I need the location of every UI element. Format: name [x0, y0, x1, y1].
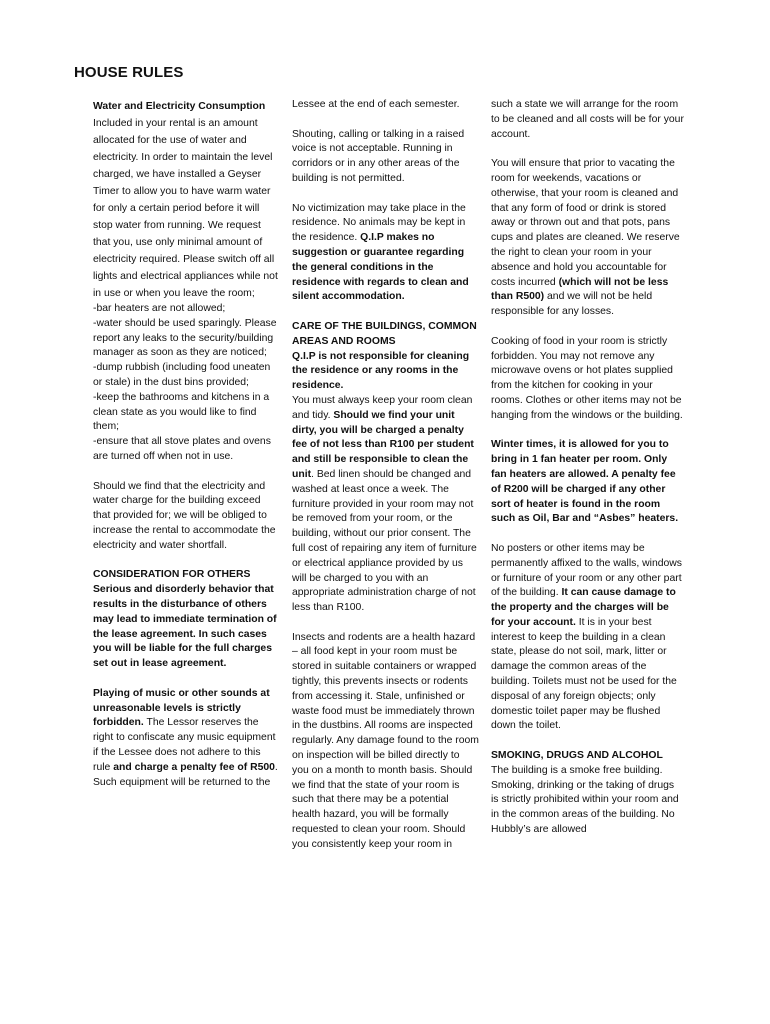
vacating-text: You will ensure that prior to vacating the room for weekends, vacations or otherwise, that your room is cleaned and that any form of food or drink is stored away or thrown out and that pots, pans cups and plates are cleaned. We reserve the right to clean your room in your absence and hold you accountable for costs incurred — [491, 158, 680, 288]
smoking-section — [491, 749, 684, 838]
care-penalty: Should we find your unit dirty, you will be charged a penalty fee of not less than R100 per student and still be responsible to clean the unit — [292, 409, 474, 480]
continued-paragraph: such a state we will arrange for the room to be cleaned and all costs will be for your account. — [491, 99, 684, 140]
consideration-heading: CONSIDERATION FOR OTHERS — [93, 569, 251, 581]
care-text: You must always keep your room clean and tidy. — [292, 394, 473, 421]
rules-list — [93, 302, 280, 465]
water-section — [93, 98, 280, 302]
water-heading: Water and Electricity Consumption — [93, 101, 266, 112]
rule-item: -bar heaters are not allowed; — [93, 303, 226, 314]
page-title: HOUSE RULES — [74, 64, 184, 81]
column-left — [93, 98, 280, 805]
posters-text: No posters or other items may be permanently affixed to the walls, windows or furniture of your room or any other part of the building. — [491, 542, 682, 599]
victimization-text: No victimization may take place in the residence. No animals may be kept in the residence. — [292, 202, 466, 244]
vacating-text-end: and we will not be held responsible for any losses. — [491, 291, 653, 318]
vacating-bold: (which will not be less than R500) — [491, 276, 669, 303]
smoking-text: The building is a smoke free building. Smoking, drinking or the taking of drugs is strictly prohibited within your room and in the common areas of the building. No Hubbly’s are allowed — [491, 764, 679, 836]
care-text-end: . Bed linen should be changed and washed at least once a week. The furniture provided in your room may not be removed from your room, or the building, without our prior consent. The full cost of repairing any item of furniture or electrical appliance provided by us will be charged to you with an appropriate administration charge of not less than R100. — [292, 468, 477, 614]
music-text: The Lessor reserves the right to confiscate any music equipment if the Lessee does not adhere to this rule — [93, 717, 276, 773]
column-right — [491, 98, 684, 853]
care-heading: CARE OF THE BUILDINGS, COMMON AREAS AND ROOMS — [292, 320, 477, 347]
posters-bold: It can cause damage to the property and the charges will be for your account. — [491, 587, 676, 628]
music-text-end: . Such equipment will be returned to the — [93, 761, 278, 788]
care-section — [292, 320, 479, 616]
victimization-paragraph — [292, 202, 479, 306]
rule-item: -water should be used sparingly. Please report any leaks to the security/building manager as soon as they are noticed; — [93, 317, 277, 359]
music-paragraph — [93, 687, 280, 791]
cooking-paragraph: Cooking of food in your room is strictly forbidden. You may not remove any microwave ovens or hot plates supplied from the kitchen for cooking in your rooms. Clothes or other items may not be hanging from the windows or the building. — [491, 335, 683, 421]
water-body: Included in your rental is an amount allocated for the use of water and electricity. In order to maintain the level charged, we have installed a Geyser Timer to allow you to have warm water for only a certain period before it will stop water from running. We request that you, use only minimal amount of electricity required. Please switch off all lights and electrical appliances while not in use or when you leave the room; — [93, 118, 278, 299]
shouting-paragraph: Shouting, calling or talking in a raised voice is not acceptable. Running in corridors or in any other areas of the building is not permitted. — [292, 128, 465, 184]
rule-item: -dump rubbish (including food uneaten or stale) in the dust bins provided; — [93, 362, 271, 388]
insects-paragraph: Insects and rodents are a health hazard – all food kept in your room must be stored in suitable containers or wrapped tightly, this prevents insects or rodents from accessing it. Stale, unfinished or waste food must be immediately thrown in the dustbins. All rooms are inspected regularly. Any damage found to the room on inspection will be billed directly to you on a month to month basis. Should we find that the state of your room is such that there may be a potential health hazard, you will be formally requested to clean your room. Should you consistently keep your room in — [292, 631, 479, 850]
victimization-bold: Q.I.P makes no suggestion or guarantee regarding the general conditions in the residence with regards to clean and silent accommodation. — [292, 232, 469, 303]
rule-item: -keep the bathrooms and kitchens in a clean state as you would like to find them; — [93, 391, 270, 433]
rule-item: -ensure that all stove plates and ovens are turned off when not in use. — [93, 436, 271, 462]
shortfall-paragraph: Should we find that the electricity and water charge for the building exceed that provided for; we will be obliged to increase the rental to accommodate the electricity and water shortfall. — [93, 480, 276, 551]
vacating-paragraph — [491, 157, 684, 320]
music-penalty: and charge a penalty fee of R500 — [113, 761, 275, 773]
column-middle — [292, 98, 479, 867]
winter-paragraph: Winter times, it is allowed for you to bring in 1 fan heater per room. Only fan heaters are allowed. A penalty fee of R200 will be charged if any other sort of heater is found in the room such as Oil, Bar and “Asbes” heaters. — [491, 439, 679, 525]
consideration-body: Serious and disorderly behavior that results in the disturbance of others may lead to immediate termination of the lease agreement. In such cases you will be liable for the full charges set out in lease agreement. — [93, 584, 277, 670]
continued-paragraph: Lessee at the end of each semester. — [292, 99, 460, 110]
smoking-heading: SMOKING, DRUGS AND ALCOHOL — [491, 750, 663, 762]
music-bold: Playing of music or other sounds at unreasonable levels is strictly forbidden. — [93, 687, 270, 729]
consideration-section — [93, 568, 280, 672]
care-bold-statement: Q.I.P is not responsible for cleaning the residence or any rooms in the residence. — [292, 350, 470, 392]
posters-paragraph — [491, 542, 684, 734]
posters-text-end: It is in your best interest to keep the building in a clean state, please do not soil, mark, litter or damage the common areas of the building. Toilets must not be used for the disposal of any foreign objects; only domestic toilet paper may be flushed down the toilet. — [491, 616, 677, 732]
